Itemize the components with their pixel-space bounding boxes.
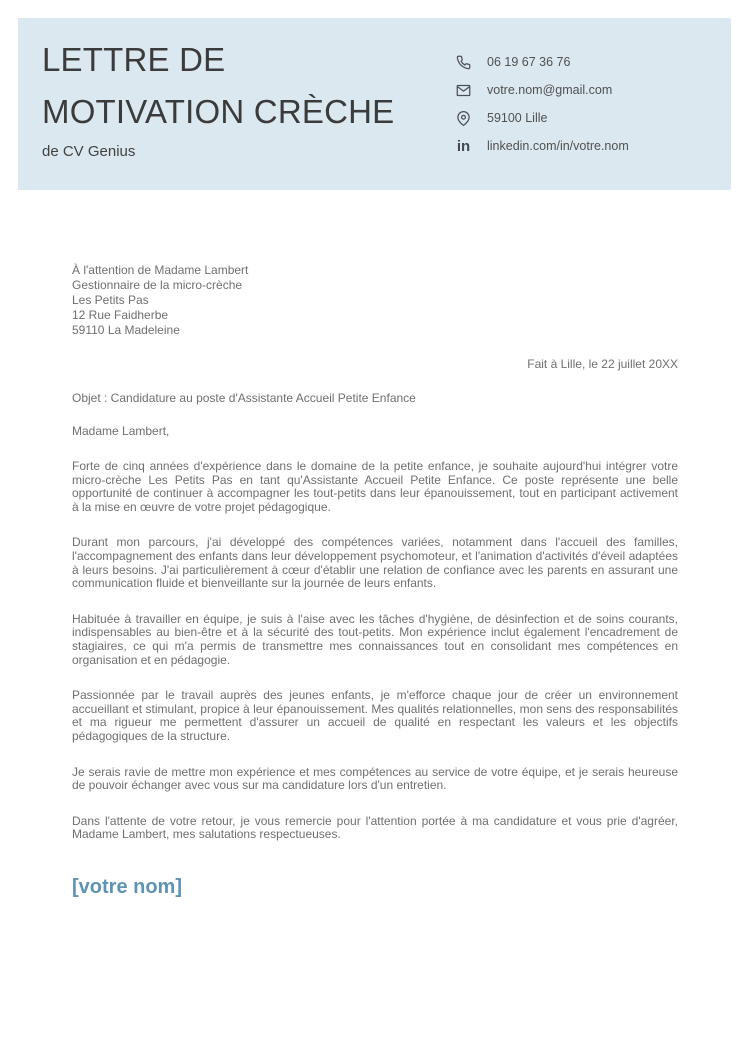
- recipient-line: 12 Rue Faidherbe: [72, 308, 169, 322]
- paragraph-qualities: Passionnée par le travail auprès des jeunes enfants, je m'efforce chaque jour de créer un environnement accueillant et stimulant, propice à leur épanouissement. Mes qualités relationnelles, mon sens des responsabilités et ma rigueur me permettent d'assurer un accueil de qualité en respectant les valeurs et les objectifs pédagogiques de la structure.: [72, 688, 678, 743]
- paragraph-skills: Habituée à travailler en équipe, je suis à l'aise avec les tâches d'hygiène, de désinfection et de soins courants, indispensables au bien-être et à la sécurité des tout-petits. Mon expérience inclut également l'encadrement de stagiaires, ce qui m'a permis de transmettre mes connaissances tout en consolidant mes compétences en organisation et en pédagogie.: [72, 611, 678, 667]
- recipient-line: À l'attention de Madame Lambert: [72, 263, 249, 277]
- contact-row-phone: [455, 48, 629, 76]
- contact-row-linkedin: [455, 132, 629, 160]
- contact-block: [455, 48, 629, 160]
- title-block: [42, 34, 394, 160]
- page-title: [42, 34, 394, 138]
- paragraph-intro: Forte de cinq années d'expérience dans le domaine de la petite enfance, je souhaite aujourd'hui intégrer votre micro-crèche Les Petits Pas en tant qu'Assistante Accueil Petite Enfance. Ce poste représente une belle opportunité de continuer à accompagner les tout-petits dans leur épanouissement, tout en participant activement à la mise en œuvre de votre projet pédagogique.: [72, 459, 678, 514]
- phone-number: 06 19 67 36 76: [487, 55, 571, 69]
- salutation: Madame Lambert,: [72, 424, 170, 438]
- recipient-block: [72, 263, 678, 338]
- email-icon: [455, 82, 472, 99]
- email-address: votre.nom@gmail.com: [487, 83, 613, 97]
- linkedin-icon: in: [456, 137, 471, 155]
- recipient-line: 59110 La Madeleine: [72, 323, 180, 337]
- letter-body: [72, 263, 678, 899]
- linkedin-url: linkedin.com/in/votre.nom: [487, 139, 629, 153]
- title-line-1: LETTRE DE: [42, 41, 226, 78]
- location-icon: [455, 110, 472, 127]
- paragraph-experience: Durant mon parcours, j'ai développé des compétences variées, notamment dans l'accueil des familles, l'accompagnement des enfants dans leur développement psychomoteur, et l'animation d'activités d'éveil adaptées à leurs besoins. J'ai particulièrement à cœur d'établir une relation de confiance avec les parents en assurant une communication fluide et bienveillante sur la journée de leurs enfants.: [72, 535, 678, 591]
- signature-placeholder: [votre nom]: [72, 875, 182, 898]
- date-line: Fait à Lille, le 22 juillet 20XX: [527, 357, 678, 371]
- phone-icon: [455, 54, 472, 71]
- contact-row-location: [455, 104, 629, 132]
- title-line-2: MOTIVATION CRÈCHE: [42, 93, 395, 130]
- brand-subtitle: de CV Genius: [42, 143, 136, 160]
- paragraph-closing-formula: Dans l'attente de votre retour, je vous remercie pour l'attention portée à ma candidature et vous prie d'agréer, Madame Lambert, mes salutations respectueuses.: [72, 813, 678, 842]
- header-banner: [18, 18, 731, 190]
- recipient-line: Gestionnaire de la micro-crèche: [72, 278, 243, 292]
- paragraph-closing-offer: Je serais ravie de mettre mon expérience et mes compétences au service de votre équipe, et je serais heureuse de pouvoir échanger avec vous sur ma candidature lors d'un entretien.: [72, 764, 678, 793]
- subject-line: Objet : Candidature au poste d'Assistante Accueil Petite Enfance: [72, 391, 416, 405]
- location-text: 59100 Lille: [487, 111, 548, 125]
- contact-row-email: [455, 76, 629, 104]
- recipient-line: Les Petits Pas: [72, 293, 149, 307]
